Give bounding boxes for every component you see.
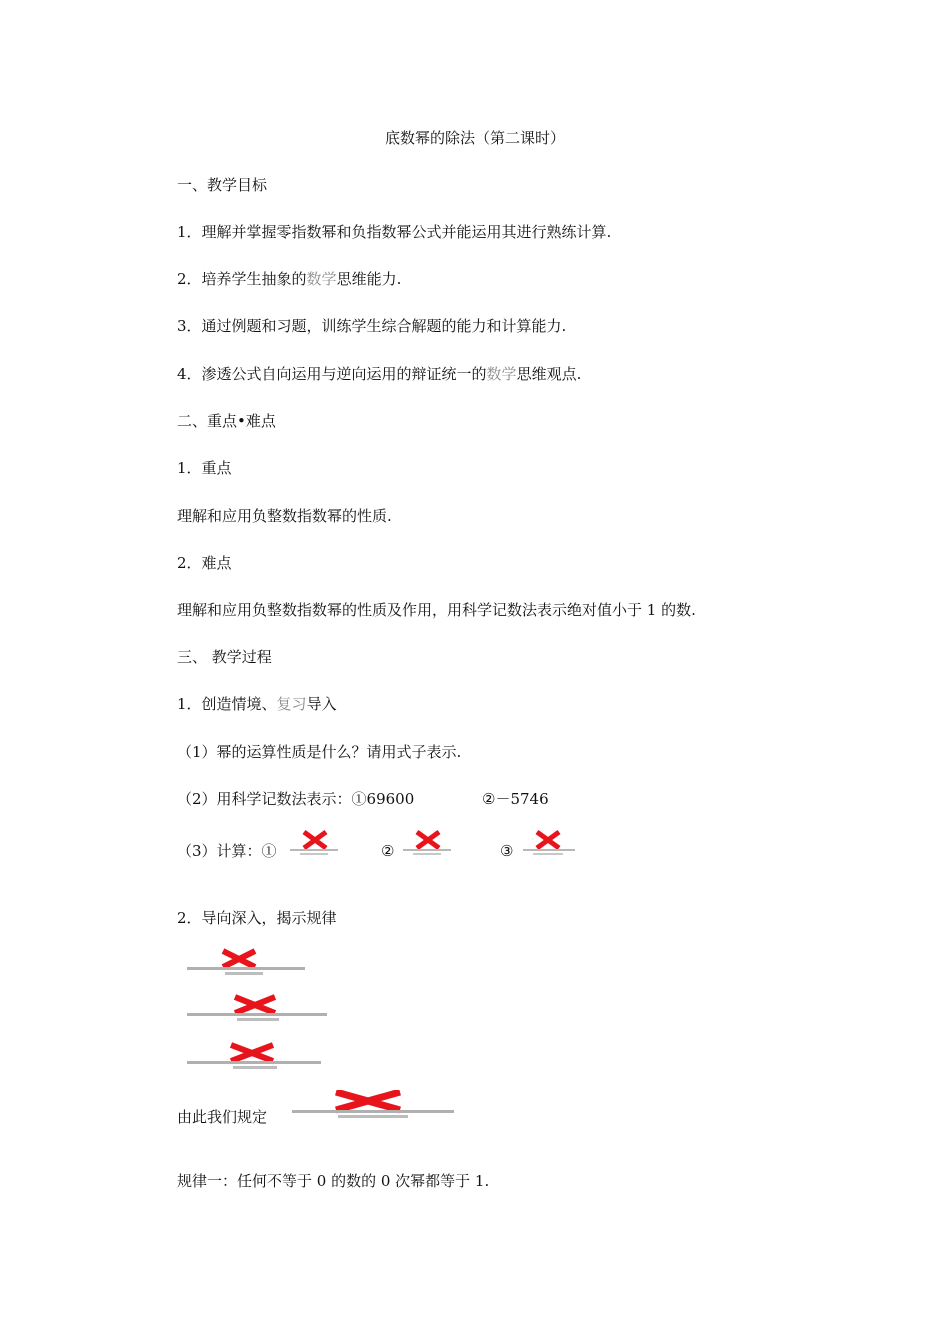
document-title: 底数幂的除法（第二课时） bbox=[384, 129, 565, 147]
question-3-part-b-label: ② bbox=[381, 842, 395, 860]
section1-heading: 一、教学目标 bbox=[177, 176, 268, 194]
step1-heading bbox=[177, 694, 337, 714]
rule-one: 规律一：任何不等于 0 的数的 0 次幂都等于 1. bbox=[177, 1172, 490, 1190]
math-link[interactable]: 数学 bbox=[486, 365, 517, 383]
review-link[interactable]: 复习 bbox=[276, 695, 307, 713]
broken-image-x-icon bbox=[183, 994, 331, 1026]
step2-heading: 2．导向深入，揭示规律 bbox=[177, 909, 337, 927]
broken-image-x-icon bbox=[183, 1042, 325, 1074]
key-point-heading: 1．重点 bbox=[177, 459, 232, 477]
objective-item-3: 3．通过例题和习题，训练学生综合解题的能力和计算能力. bbox=[177, 317, 567, 335]
objective-item-4-text-b: 思维观点. bbox=[516, 365, 582, 383]
math-link[interactable]: 数学 bbox=[306, 270, 337, 288]
objective-item-4-text-a: 4．渗透公式自向运用与逆向运用的辩证统一的 bbox=[177, 365, 487, 383]
broken-image-x-icon bbox=[183, 948, 308, 980]
question-3-part-c-label: ③ bbox=[500, 842, 514, 860]
question-2-part-b: ②－5746 bbox=[482, 790, 549, 808]
objective-item-2-text-a: 2．培养学生抽象的 bbox=[177, 270, 307, 288]
key-point-text: 理解和应用负整数指数幂的性质. bbox=[177, 507, 392, 525]
broken-image-x-icon bbox=[290, 1090, 458, 1124]
step1-text-b: 导入 bbox=[306, 695, 337, 713]
broken-image-x-icon bbox=[521, 830, 579, 858]
objective-item-1: 1．理解并掌握零指数幂和负指数幂公式并能运用其进行熟练计算. bbox=[177, 223, 612, 241]
objective-item-2 bbox=[177, 269, 401, 289]
question-1: （1）幂的运算性质是什么？请用式子表示. bbox=[177, 743, 462, 761]
difficult-point-text: 理解和应用负整数指数幂的性质及作用，用科学记数法表示绝对值小于 1 的数. bbox=[177, 601, 696, 619]
rule-definition-intro: 由此我们规定 bbox=[177, 1108, 268, 1126]
section3-heading: 三、 教学过程 bbox=[177, 648, 272, 666]
broken-image-x-icon bbox=[401, 830, 455, 858]
section2-heading: 二、重点•难点 bbox=[177, 412, 276, 430]
step1-text-a: 1．创造情境、 bbox=[177, 695, 277, 713]
question-3-label: （3）计算：① bbox=[177, 842, 277, 860]
question-2 bbox=[177, 789, 414, 809]
objective-item-4 bbox=[177, 364, 581, 384]
question-2-text-a: （2）用科学记数法表示：①69600 bbox=[177, 790, 415, 808]
difficult-point-heading: 2．难点 bbox=[177, 554, 232, 572]
objective-item-2-text-b: 思维能力. bbox=[336, 270, 402, 288]
broken-image-x-icon bbox=[288, 830, 342, 858]
